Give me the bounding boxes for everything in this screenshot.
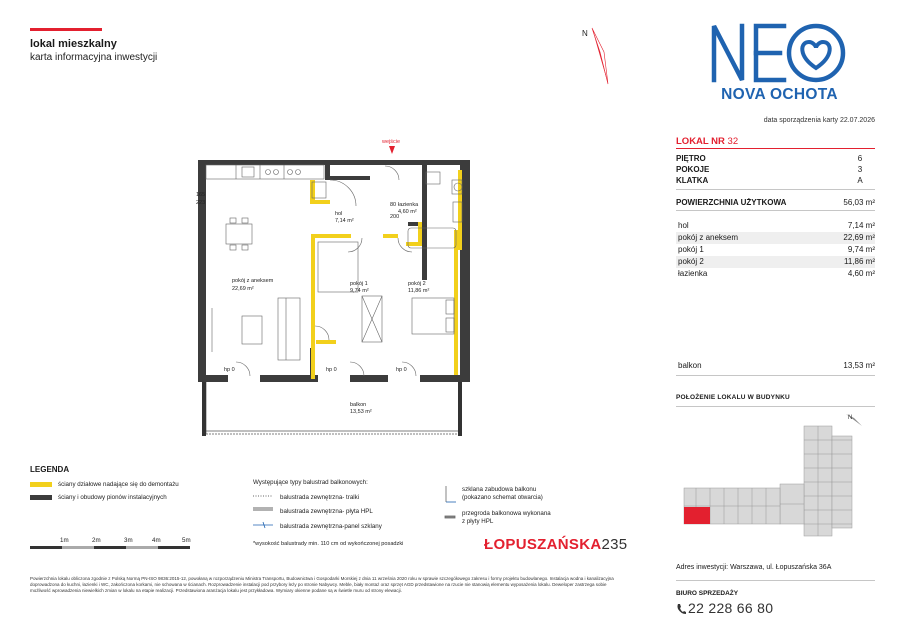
apartment-highlight [684, 507, 710, 524]
window-height-label: hp 0 [224, 367, 235, 373]
room-area-hol: 7,14 m² [335, 218, 354, 224]
lokal-number [676, 136, 738, 147]
room-area-row: pokój 2 11,86 m² [678, 257, 875, 267]
scale-tick-label: 5m [182, 537, 191, 544]
window-dimension: 165 [196, 192, 206, 198]
north-arrow-icon [580, 22, 620, 92]
sales-phone[interactable]: 22 228 66 80 [688, 600, 774, 616]
detail-row: PIĘTRO 6 [676, 154, 863, 163]
room-label-room1: pokój 1 [350, 281, 368, 287]
scale-tick-label: 3m [124, 537, 133, 544]
balustrade-item: balustrada zewnętrzna-panel szklany [280, 523, 382, 530]
partition-text: z płyty HPL [462, 518, 494, 525]
entrance-label: wejście [382, 139, 401, 145]
card-date: data sporządzenia karty 22.07.2026 [763, 117, 875, 124]
legend-yellow-swatch [30, 482, 52, 487]
balustrade-item: balustrada zewnętrzna- płyta HPL [280, 508, 373, 515]
legend-title: LEGENDA [30, 465, 70, 474]
glazing-symbols [442, 484, 458, 528]
scale-tick-label: 2m [92, 537, 101, 544]
room-area-row: pokój 1 9,74 m² [678, 245, 875, 255]
room-area-row: łazienka 4,60 m² [678, 269, 875, 279]
partition-text: przegroda balkonowa wykonana [462, 510, 551, 517]
room-label-salon: pokój z aneksem [232, 278, 274, 284]
investment-address: Adres inwestycji: Warszawa, ul. Łopuszańska 36A [676, 564, 832, 571]
legend-item: ściany i obudowy pionów instalacyjnych [58, 494, 167, 501]
north-label: N [582, 29, 588, 38]
room-label-room2: pokój 2 [408, 281, 426, 287]
project-brand: ŁOPUSZAŃSKA235 [484, 536, 628, 553]
scale-bar [30, 536, 200, 552]
footnote: *wysokość balustrady min. 110 cm od wykończonej posadzki [253, 541, 404, 547]
position-title: POŁOŻENIE LOKALU W BUDYNKU [676, 394, 790, 401]
logo-text: NOVA OCHOTA [721, 86, 838, 103]
glazing-text: (pokazano schemat otwarcia) [462, 494, 543, 501]
room-label-balcony: balkon [350, 402, 367, 408]
disclaimer: Powierzchnia lokalu obliczona zgodnie z Polską Normą PN-ISO 9836:2015-12, powołaną w rozporządzeniu Ministra Transportu, Budownictwa i Gospodarki Morskiej z dnia 11 września 2020 roku w sprawie szczegółowego zakresu i formy projektu budowlanego. Instalacja wodna i kanalizacyjna doprowadzona do kuchni, łazienki i WC, zakończona korkami, nie schowana w ścianach. Rozprowadzenie instalacji pod przybory leży po stronie Nabywcy. Meble, biały montaż oraz sprzęt AGD przedstawione na rzucie nie stanowią elementu wyposażenia lokalu. Deweloper zastrzega sobie możliwość wprowadzenia niewielkich zmian w lokalu na etapie realizacji. Przedstawiona aranżacja lokalu jest przykładowa. Wymiary okienne podane są w świetle muru od strony elewacji. [30, 576, 614, 593]
room-label-hol: hol [335, 211, 343, 217]
svg-text:N: N [848, 415, 853, 421]
divider [676, 210, 875, 211]
divider [676, 375, 875, 376]
balustrade-item: balustrada zewnętrzna- tralki [280, 494, 360, 501]
room-label-bathroom: łazienka [398, 202, 419, 208]
building-position-map [676, 408, 875, 548]
divider [676, 406, 875, 407]
entrance-marker [381, 139, 400, 154]
balustrade-symbols [253, 493, 275, 533]
legend-grey-swatch [30, 495, 52, 500]
total-area-row: POWIERZCHNIA UŻYTKOWA 56,03 m² [676, 198, 875, 207]
door-dimension: 80 [390, 202, 397, 208]
divider [676, 189, 875, 190]
window-dimension: 223 [196, 200, 206, 206]
room-area-row: hol 7,14 m² [678, 221, 875, 231]
floor-plan [190, 130, 490, 445]
door-dimension: 200 [390, 214, 400, 220]
header-accent-bar [30, 28, 102, 31]
divider [676, 580, 875, 581]
detail-row: POKOJE 3 [676, 165, 863, 174]
detail-row: KLATKA A [676, 176, 863, 185]
scale-tick-label: 4m [152, 537, 161, 544]
room-area-room1: 9,74 m² [350, 288, 369, 294]
sales-office-label: BIURO SPRZEDAŻY [676, 590, 739, 597]
document-title: lokal mieszkalny [30, 38, 117, 50]
card-separator [676, 148, 875, 149]
room-area-bathroom: 4,60 m² [398, 209, 417, 215]
balcony-area-row: balkon 13,53 m² [678, 361, 875, 371]
lokal-number-value: 32 [727, 136, 739, 147]
mini-north-arrow-icon [846, 414, 862, 426]
document-subtitle: karta informacyjna inwestycji [30, 52, 158, 63]
neo-logo-icon [708, 20, 848, 84]
phone-icon [676, 603, 686, 615]
window-height-label: hp 0 [326, 367, 337, 373]
scale-tick-label: 1m [60, 537, 69, 544]
glazing-text: szklana zabudowa balkonu [462, 486, 537, 493]
lokal-label: LOKAL NR [676, 136, 725, 147]
room-area-salon: 22,69 m² [232, 286, 254, 292]
room-area-row: pokój z aneksem 22,69 m² [678, 233, 875, 243]
room-area-balcony: 13,53 m² [350, 409, 372, 415]
legend-item: ściany działowe nadające się do demontażu [58, 481, 179, 488]
room-area-room2: 11,86 m² [408, 288, 430, 294]
balustrade-title: Występujące typy balustrad balkonowych: [253, 479, 368, 486]
window-height-label: hp 0 [396, 367, 407, 373]
